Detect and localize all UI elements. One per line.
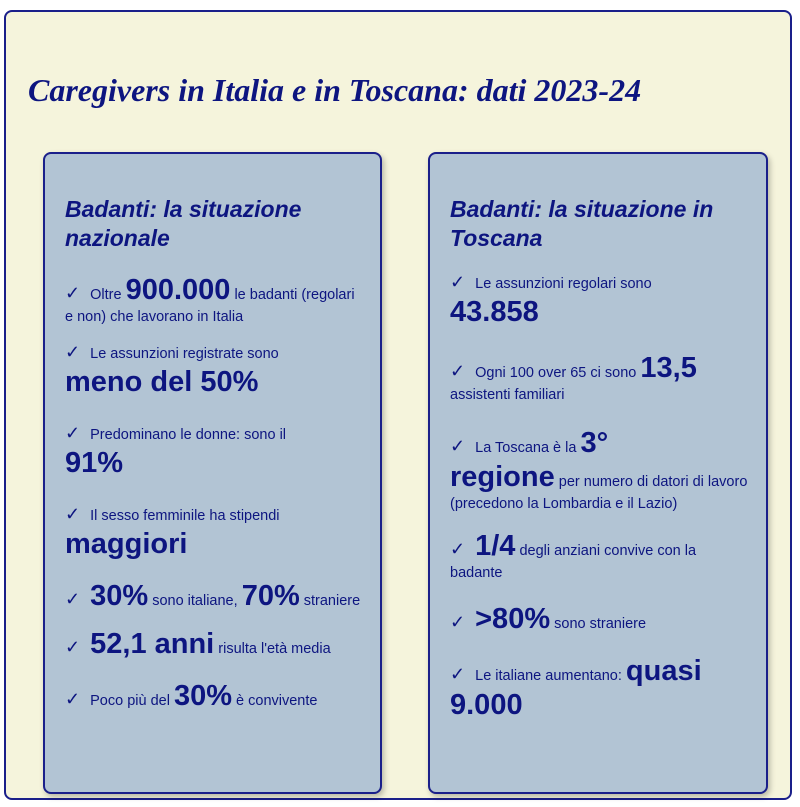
list-item — [65, 423, 364, 480]
item-text: è convivente — [236, 693, 318, 709]
check-icon: ✓ — [65, 504, 81, 524]
list-item — [65, 504, 364, 561]
list-item — [65, 342, 364, 399]
list-item — [450, 529, 750, 584]
check-icon: ✓ — [450, 361, 466, 381]
item-text: Le italiane aumentano: — [475, 668, 622, 684]
item-text: assistenti familiari — [450, 387, 565, 403]
list-item — [65, 273, 364, 328]
infographic-frame — [4, 10, 792, 800]
check-icon: ✓ — [450, 272, 466, 292]
item-text: Oltre — [90, 287, 122, 303]
check-icon: ✓ — [450, 539, 466, 559]
check-icon: ✓ — [65, 637, 81, 657]
item-text: Ogni 100 over 65 ci sono — [475, 365, 637, 381]
check-icon: ✓ — [65, 589, 81, 609]
page-title: Caregivers in Italia e in Toscana: dati 2023-24 — [28, 72, 642, 108]
list-item — [450, 602, 750, 636]
check-icon: ✓ — [65, 423, 81, 443]
item-highlight: 30% — [90, 580, 149, 612]
item-text: per numero di datori di lavoro (precedono la Lombardia e il Lazio) — [450, 474, 748, 512]
item-highlight: 70% — [241, 580, 300, 612]
list-item — [450, 351, 750, 406]
item-highlight: 43.858 — [450, 296, 539, 328]
check-icon: ✓ — [450, 436, 466, 456]
list-item — [65, 579, 364, 613]
list-item — [65, 627, 364, 661]
item-text: Predominano le donne: sono il — [90, 427, 287, 443]
list-item — [450, 426, 750, 515]
item-highlight: 91% — [65, 447, 124, 479]
check-icon: ✓ — [65, 342, 81, 362]
item-text: Il sesso femminile ha stipendi — [90, 508, 280, 524]
item-highlight: >80% — [475, 603, 551, 635]
item-text: risulta l'età media — [218, 641, 331, 657]
item-highlight: quasi 9.000 — [450, 655, 702, 721]
list-item — [65, 679, 364, 713]
item-text: Poco più del — [90, 693, 170, 709]
item-highlight: 1/4 — [475, 530, 516, 562]
item-text: Le assunzioni registrate sono — [90, 346, 279, 362]
item-text: La Toscana è la — [475, 440, 577, 456]
item-text: sono italiane, — [152, 593, 238, 609]
item-highlight: regione — [450, 461, 555, 493]
card-national — [43, 152, 382, 794]
item-text: sono straniere — [554, 616, 647, 632]
list-item — [450, 654, 750, 722]
check-icon: ✓ — [450, 664, 466, 684]
item-text: straniere — [303, 593, 361, 609]
item-highlight: 30% — [173, 680, 233, 712]
check-icon: ✓ — [65, 283, 81, 303]
item-highlight: 52,1 anni — [90, 628, 215, 660]
card-title-toscana: Badanti: la situazione in Toscana — [450, 196, 714, 251]
item-highlight: 13,5 — [640, 352, 697, 384]
item-text: le badanti (regolari e non) che lavorano in Italia — [65, 287, 355, 325]
item-text: degli anziani convive con la badante — [450, 543, 697, 581]
card-toscana — [428, 152, 768, 794]
check-icon: ✓ — [65, 689, 81, 709]
list-item — [450, 272, 750, 329]
item-highlight: maggiori — [65, 528, 188, 560]
item-text: Le assunzioni regolari sono — [475, 276, 652, 292]
item-highlight: 3° — [580, 427, 609, 459]
card-title-national: Badanti: la situazione nazionale — [65, 196, 302, 251]
item-highlight: 900.000 — [125, 274, 231, 306]
check-icon: ✓ — [450, 612, 466, 632]
item-highlight: meno del 50% — [65, 366, 259, 398]
